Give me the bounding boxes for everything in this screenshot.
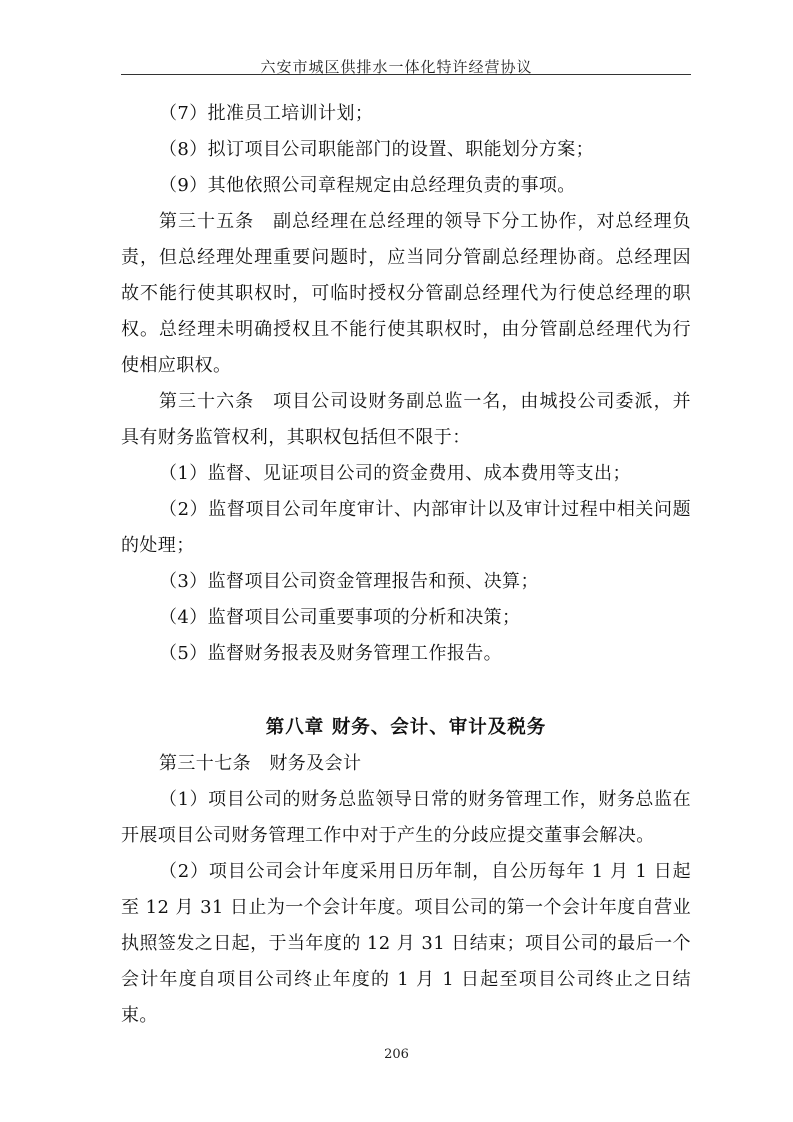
article-36-item-4: （4）监督项目公司重要事项的分析和决策； — [159, 607, 521, 628]
page-number: 206 — [384, 1047, 409, 1062]
article-36-item-1: （1）监督、见证项目公司的资金费用、成本费用等支出； — [159, 463, 631, 484]
chapter-heading: 第八章 财务、会计、审计及税务 — [265, 717, 547, 738]
article-36: 第三十六条 项目公司设财务副总监一名，由城投公司委派，并具有财务监管权利，其职权包括但不限于： — [121, 391, 691, 448]
list-item-9: （9）其他依照公司章程规定由总经理负责的事项。 — [159, 175, 576, 196]
article-37-item-1: （1）项目公司的财务总监领导日常的财务管理工作，财务总监在开展项目公司财务管理工作中对于产生的分歧应提交董事会解决。 — [121, 789, 691, 846]
article-35: 第三十五条 副总经理在总经理的领导下分工协作，对总经理负责，但总经理处理重要问题时，应当同分管副总经理协商。总经理因故不能行使其职权时，可临时授权分管副总经理代为行使总经理的职权。总经理未明确授权且不能行使其职权时，由分管副总经理代为行使相应职权。 — [121, 211, 691, 376]
page-body — [121, 96, 691, 1034]
list-item-7: （7）批准员工培训计划； — [159, 103, 374, 124]
article-37-item-2: （2）项目公司会计年度采用日历年制，自公历每年 1 月 1 日起至 12 月 31 日止为一个会计年度。项目公司的第一个会计年度自营业执照签发之日起，于当年度的 12 月 31 日结束；项目公司的最后一个会计年度自项目公司终止年度的 1 月 1 日起至项目公司终止之日结束。 — [121, 861, 691, 1026]
article-37: 第三十七条 财务及会计 — [159, 753, 362, 774]
article-36-item-5: （5）监督财务报表及财务管理工作报告。 — [159, 643, 503, 664]
header-divider — [121, 74, 691, 75]
document-header: 六安市城区供排水一体化特许经营协议 — [260, 58, 533, 76]
article-36-item-2: （2）监督项目公司年度审计、内部审计以及审计过程中相关问题的处理； — [121, 499, 691, 556]
list-item-8: （8）拟订项目公司职能部门的设置、职能划分方案； — [159, 139, 595, 160]
article-36-item-3: （3）监督项目公司资金管理报告和预、决算； — [159, 571, 539, 592]
